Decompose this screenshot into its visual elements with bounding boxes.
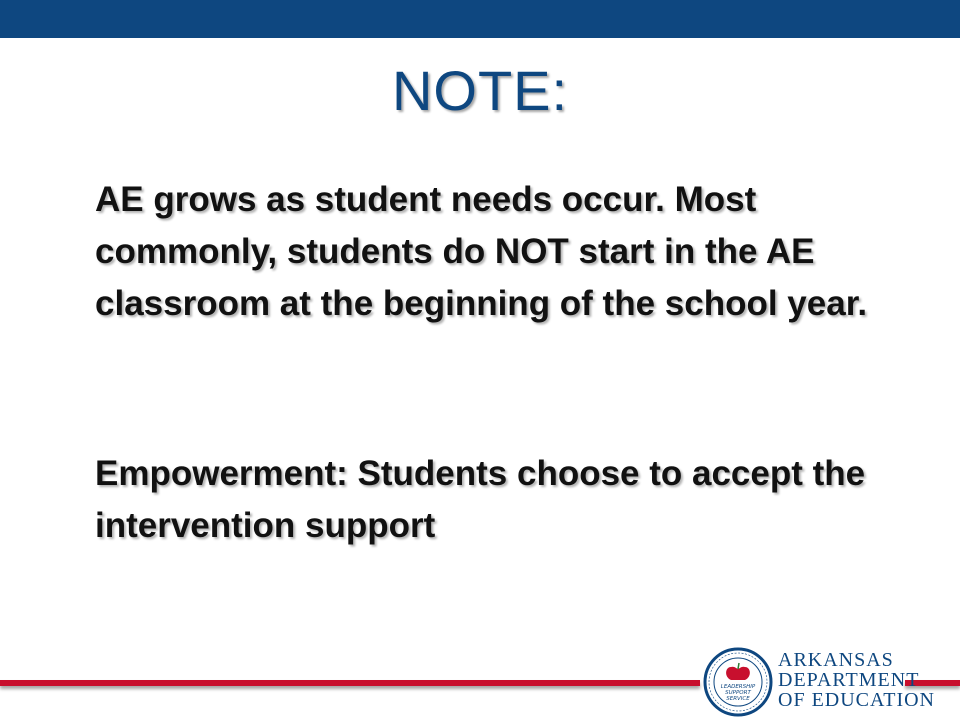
body-paragraph-1: AE grows as student needs occur. Most commonly, students do NOT start in the AE classroom at the beginning of the school year. (95, 180, 868, 323)
seal-text-line-2: SUPPORT (725, 690, 751, 696)
department-seal-icon (703, 647, 773, 717)
body-paragraph-2: Empowerment: Students choose to accept the intervention support (95, 454, 866, 545)
wordmark-line-1: ARKANSAS (778, 649, 894, 671)
department-wordmark (778, 650, 938, 710)
seal-text-line-3: SERVICE (726, 696, 750, 702)
top-banner-bar (0, 0, 960, 38)
wordmark-line-3: OF EDUCATION (778, 689, 935, 711)
slide-title: NOTE: (391, 59, 569, 122)
footer-rule-left (0, 680, 700, 686)
seal-text-line-1: LEADERSHIP (720, 684, 756, 690)
wordmark-line-2: DEPARTMENT (778, 669, 920, 691)
